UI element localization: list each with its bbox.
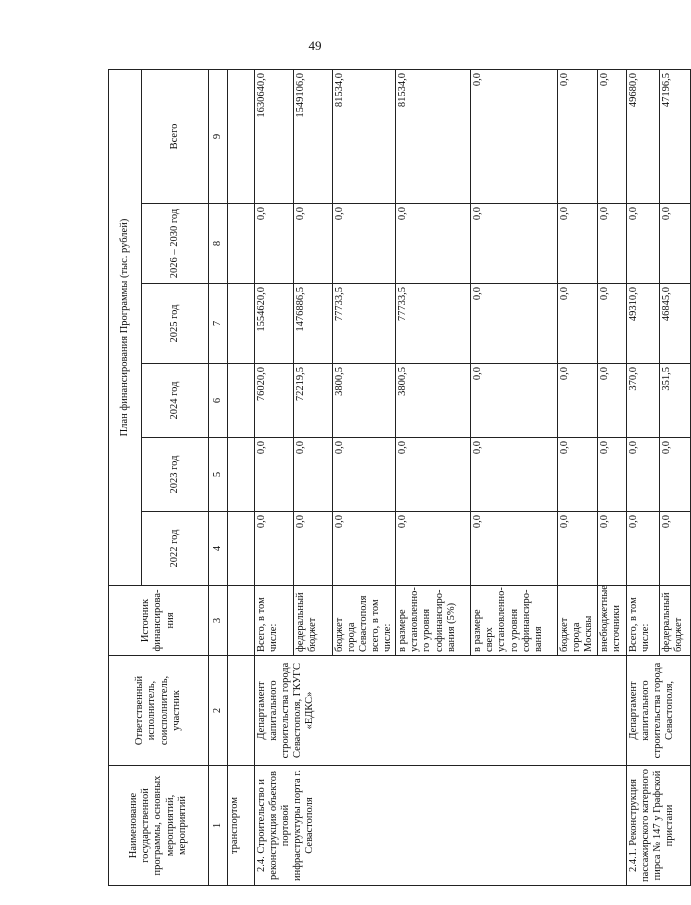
header-executor: Ответственный исполнитель, соисполнитель, участник bbox=[109, 656, 209, 766]
source-cell: внебюджетные источники bbox=[597, 586, 626, 656]
value-cell: 0,0 bbox=[597, 284, 626, 364]
value-cell: 0,0 bbox=[396, 512, 471, 586]
value-cell: 0,0 bbox=[255, 512, 294, 586]
header-year: 2026 – 2030 год bbox=[142, 204, 209, 284]
value-cell: 0,0 bbox=[471, 204, 558, 284]
value-cell: 0,0 bbox=[659, 438, 690, 512]
value-cell: 0,0 bbox=[597, 204, 626, 284]
value-cell: 1476886,5 bbox=[294, 284, 333, 364]
value-cell: 0,0 bbox=[471, 512, 558, 586]
value-cell: 0,0 bbox=[558, 364, 597, 438]
value-cell: 0,0 bbox=[333, 438, 396, 512]
column-number: 2 bbox=[209, 656, 228, 766]
header-year: 2025 год bbox=[142, 284, 209, 364]
value-cell: 0,0 bbox=[333, 512, 396, 586]
source-cell: в размере сверх установленно-го уровня софинансиро-вания bbox=[471, 586, 558, 656]
total-cell: 81534,0 bbox=[396, 69, 471, 203]
value-cell: 0,0 bbox=[597, 438, 626, 512]
total-cell: 0,0 bbox=[558, 69, 597, 203]
column-number: 4 bbox=[209, 512, 228, 586]
value-cell: 0,0 bbox=[558, 438, 597, 512]
empty-cell bbox=[228, 438, 255, 512]
header-plan-group: План финансирования Программы (тыс. рублей) bbox=[109, 69, 142, 585]
total-cell: 1549106,0 bbox=[294, 69, 333, 203]
value-cell: 0,0 bbox=[558, 512, 597, 586]
header-source: Источник финансирова-ния bbox=[109, 586, 209, 656]
source-cell: в размере установленно-го уровня софинансиро-вания (5%) bbox=[396, 586, 471, 656]
value-cell: 351,5 bbox=[659, 364, 690, 438]
total-cell: 0,0 bbox=[471, 69, 558, 203]
source-cell: федеральный бюджет bbox=[659, 586, 690, 656]
source-cell: бюджет города Севастополя всего, в том числе: bbox=[333, 586, 396, 656]
empty-cell bbox=[228, 512, 255, 586]
value-cell: 46845,0 bbox=[659, 284, 690, 364]
header-year: 2023 год bbox=[142, 438, 209, 512]
empty-cell bbox=[228, 284, 255, 364]
value-cell: 0,0 bbox=[597, 512, 626, 586]
continuation-cell: транспортом bbox=[228, 766, 255, 886]
column-number: 5 bbox=[209, 438, 228, 512]
value-cell: 370,0 bbox=[626, 364, 659, 438]
empty-cell bbox=[228, 204, 255, 284]
value-cell: 0,0 bbox=[659, 512, 690, 586]
financing-table-rotated bbox=[108, 70, 684, 886]
value-cell: 49310,0 bbox=[626, 284, 659, 364]
value-cell: 0,0 bbox=[471, 284, 558, 364]
column-number: 9 bbox=[209, 69, 228, 203]
value-cell: 0,0 bbox=[597, 364, 626, 438]
total-cell: 81534,0 bbox=[333, 69, 396, 203]
total-cell: 0,0 bbox=[597, 69, 626, 203]
source-cell: бюджет города Москвы bbox=[558, 586, 597, 656]
value-cell: 0,0 bbox=[294, 438, 333, 512]
financing-table bbox=[108, 69, 691, 886]
source-cell: Всего, в том числе: bbox=[626, 586, 659, 656]
total-cell: 1630640,0 bbox=[255, 69, 294, 203]
empty-cell bbox=[228, 364, 255, 438]
column-number: 7 bbox=[209, 284, 228, 364]
value-cell: 0,0 bbox=[396, 438, 471, 512]
value-cell: 0,0 bbox=[471, 438, 558, 512]
value-cell: 0,0 bbox=[396, 204, 471, 284]
header-program-name: Наименование государственной программы, основных мероприятий, мероприятий bbox=[109, 766, 209, 886]
table-row bbox=[255, 69, 294, 885]
header-year: 2024 год bbox=[142, 364, 209, 438]
column-number: 6 bbox=[209, 364, 228, 438]
source-cell: Всего, в том числе: bbox=[255, 586, 294, 656]
header-row-1 bbox=[109, 69, 142, 885]
empty-cell bbox=[228, 586, 255, 656]
header-year: 2022 год bbox=[142, 512, 209, 586]
source-cell: федеральный бюджет bbox=[294, 586, 333, 656]
value-cell: 3800,5 bbox=[333, 364, 396, 438]
value-cell: 0,0 bbox=[626, 438, 659, 512]
page-number: 49 bbox=[308, 38, 322, 53]
value-cell: 0,0 bbox=[471, 364, 558, 438]
value-cell: 0,0 bbox=[294, 204, 333, 284]
value-cell: 72219,5 bbox=[294, 364, 333, 438]
value-cell: 0,0 bbox=[626, 204, 659, 284]
column-number: 1 bbox=[209, 766, 228, 886]
value-cell: 0,0 bbox=[626, 512, 659, 586]
total-cell: 49680,0 bbox=[626, 69, 659, 203]
value-cell: 0,0 bbox=[558, 284, 597, 364]
total-cell: 47196,5 bbox=[659, 69, 690, 203]
value-cell: 77733,5 bbox=[396, 284, 471, 364]
value-cell: 0,0 bbox=[294, 512, 333, 586]
value-cell: 77733,5 bbox=[333, 284, 396, 364]
column-number-row bbox=[209, 69, 228, 885]
column-number: 3 bbox=[209, 586, 228, 656]
empty-cell bbox=[228, 69, 255, 203]
executor-cell: Департамент капитального строительства города Севастополя, bbox=[626, 656, 690, 766]
executor-cell: Департамент капитального строительства города Севастополя, ГКУГС «ЕДКС» bbox=[255, 656, 627, 766]
value-cell: 0,0 bbox=[659, 204, 690, 284]
column-number: 8 bbox=[209, 204, 228, 284]
value-cell: 76020,0 bbox=[255, 364, 294, 438]
header-total: Всего bbox=[142, 69, 209, 203]
value-cell: 0,0 bbox=[255, 204, 294, 284]
value-cell: 3800,5 bbox=[396, 364, 471, 438]
value-cell: 1554620,0 bbox=[255, 284, 294, 364]
value-cell: 0,0 bbox=[558, 204, 597, 284]
value-cell: 0,0 bbox=[255, 438, 294, 512]
measure-name: 2.4. Строительство и реконструкция объектов портовой инфраструктуры порта г. Севастополя bbox=[255, 766, 627, 886]
table-row bbox=[626, 69, 659, 885]
table-row bbox=[228, 69, 255, 885]
measure-name: 2.4.1. Реконструкция пассажирского катерного пирса № 147 у Графской пристани bbox=[626, 766, 690, 886]
value-cell: 0,0 bbox=[333, 204, 396, 284]
empty-cell bbox=[228, 656, 255, 766]
